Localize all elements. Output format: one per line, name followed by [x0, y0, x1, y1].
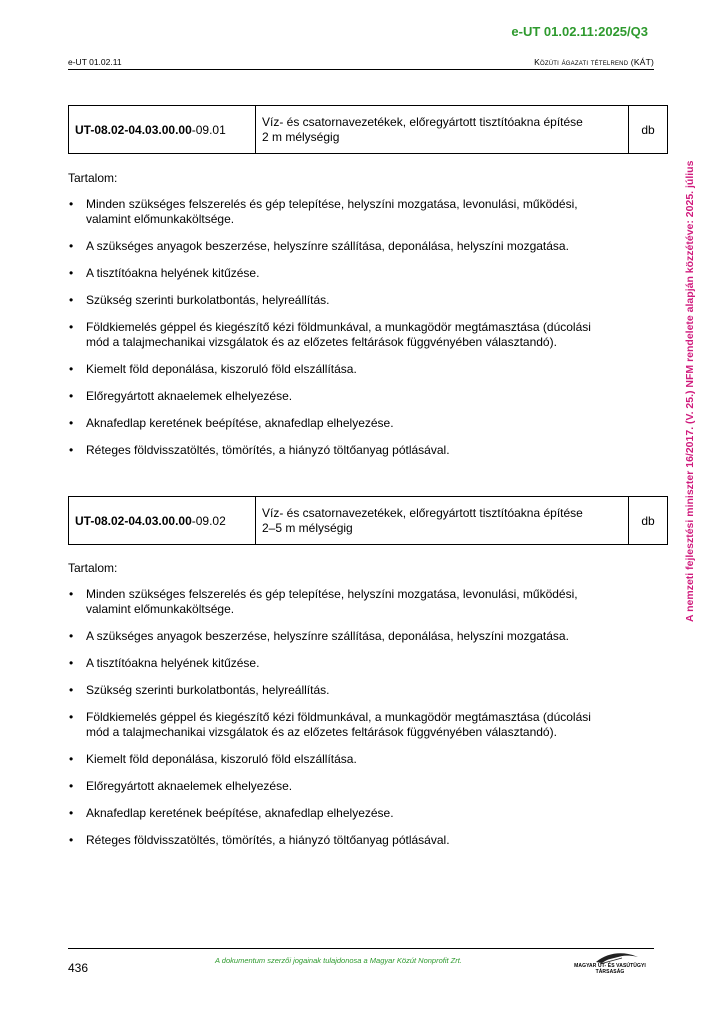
list-item: • Szükség szerinti burkolatbontás, helyreállítás. [68, 293, 648, 308]
list-item: • Kiemelt föld deponálása, kiszoruló föld elszállítása. [68, 752, 648, 767]
list-item: • A szükséges anyagok beszerzése, helyszínre szállítása, deponálása, helyszíni mozgatása. [68, 239, 648, 254]
bullet-list-1 [68, 197, 648, 470]
item-description: Víz- és csatornavezetékek, előregyártott tisztítóakna építése 2–5 m mélységig [256, 497, 629, 545]
list-item: • Előregyártott aknaelemek elhelyezése. [68, 389, 648, 404]
running-header-left: e-UT 01.02.11 [68, 57, 122, 67]
item-table-2 [68, 496, 668, 545]
list-item: • Kiemelt föld deponálása, kiszoruló föld elszállítása. [68, 362, 648, 377]
list-item: • Földkiemelés géppel és kiegészítő kézi földmunkával, a munkagödör megtámasztása (dúcolási mód a talajmechanikai vizsgálatok és az előzetes feltárások függvényében választandó). [68, 320, 648, 350]
list-item: • Réteges földvisszatöltés, tömörítés, a hiányzó töltőanyag pótlásával. [68, 833, 648, 848]
list-item: • Aknafedlap keretének beépítése, aknafedlap elhelyezése. [68, 416, 648, 431]
item-unit: db [629, 106, 668, 154]
content-label: Tartalom: [68, 171, 118, 185]
item-code: UT-08.02-04.03.00.00-09.02 [69, 497, 256, 545]
logo-text: MAGYAR ÚT- ÉS VASÚTÜGYI TÁRSASÁG [574, 963, 646, 975]
list-item: • Előregyártott aknaelemek elhelyezése. [68, 779, 648, 794]
list-item: • Földkiemelés géppel és kiegészítő kézi földmunkával, a munkagödör megtámasztása (dúcolási mód a talajmechanikai vizsgálatok és az előzetes feltárások függvényében választandó). [68, 710, 648, 740]
item-description: Víz- és csatornavezetékek, előregyártott tisztítóakna építése 2 m mélységig [256, 106, 629, 154]
running-header-right: Közúti ágazati tételrend (KÁT) [534, 57, 654, 67]
list-item: • Aknafedlap keretének beépítése, aknafedlap elhelyezése. [68, 806, 648, 821]
document-code: e-UT 01.02.11:2025/Q3 [511, 24, 648, 39]
publication-side-note: A nemzeti fejlesztési miniszter 16/2017. (V. 25.) NFM rendelete alapján közzétéve: 2025. július [684, 160, 696, 622]
bullet-list-2 [68, 587, 648, 860]
item-code: UT-08.02-04.03.00.00-09.01 [69, 106, 256, 154]
copyright-notice: A dokumentum szerzői jogainak tulajdonosa a Magyar Közút Nonprofit Zrt. [215, 956, 462, 965]
page-number: 436 [68, 961, 89, 975]
content-label: Tartalom: [68, 561, 118, 575]
list-item: • Réteges földvisszatöltés, tömörítés, a hiányzó töltőanyag pótlásával. [68, 443, 648, 458]
list-item: • A tisztítóakna helyének kitűzése. [68, 266, 648, 281]
list-item: • Minden szükséges felszerelés és gép telepítése, helyszíni mozgatása, levonulási, működési, valamint előmunkaköltsége. [68, 197, 648, 227]
item-table-1 [68, 105, 668, 154]
item-unit: db [629, 497, 668, 545]
list-item: • Minden szükséges felszerelés és gép telepítése, helyszíni mozgatása, levonulási, működési, valamint előmunkaköltsége. [68, 587, 648, 617]
list-item: • A tisztítóakna helyének kitűzése. [68, 656, 648, 671]
running-header [68, 57, 654, 70]
list-item: • Szükség szerinti burkolatbontás, helyreállítás. [68, 683, 648, 698]
list-item: • A szükséges anyagok beszerzése, helyszínre szállítása, deponálása, helyszíni mozgatása. [68, 629, 648, 644]
